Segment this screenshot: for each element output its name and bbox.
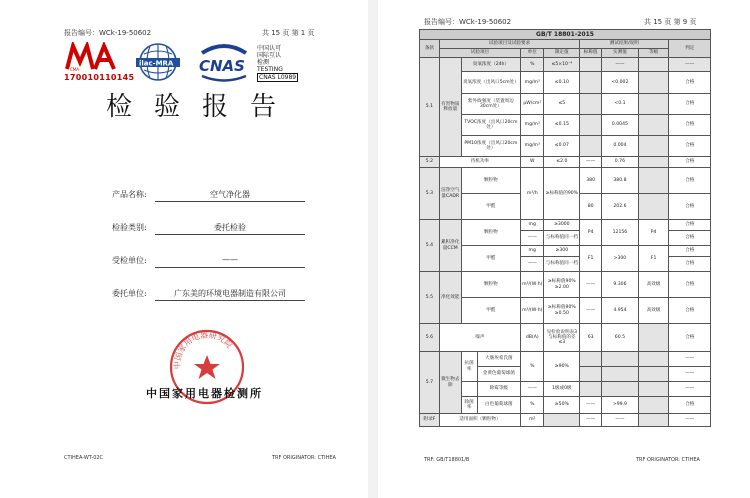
cma-logo — [64, 42, 120, 72]
field-product-name-value: 空气净化器 — [210, 190, 250, 199]
header-unit: 单位 — [521, 49, 544, 58]
header-limit: 限定值 — [544, 49, 580, 58]
seal-star-icon — [194, 355, 220, 379]
table-row: 甲醛 mg ≥300 F1 >300 F1 合格 — [420, 246, 711, 257]
table-row: TVOC浓度（出风口20cm处） mg/m³ ≤0.15 0.0045 合格 — [420, 115, 711, 136]
clause-name: 有害物质释放量 — [439, 58, 461, 157]
table-row: 5.4 累积净化量CCM 颗粒物 mg ≥3000 P4 12156 P4 合格 — [420, 220, 711, 231]
ilac-mra-logo — [130, 40, 186, 88]
table-row: 5.7 微生物去除 抗菌率 大肠埃希氏菌 % ≥90% —— — [420, 352, 711, 367]
header-clause: 条款 — [420, 40, 440, 58]
table-row: 5.3 洁净空气量CADR 颗粒物 m³/h ≥标称值的90% 380 380.8 合格 — [420, 168, 711, 194]
standard-title: GB/T 18801-2015 — [420, 30, 711, 40]
cover-page — [0, 0, 368, 498]
organization-name: 中国家用电器检测所 — [146, 387, 263, 400]
footer-left: TRF: GB/T18801/B — [424, 457, 470, 463]
cma-logo-text: CMA — [70, 67, 79, 72]
table-row: 除菌率 白色葡萄球菌 % ≥50% —— >99.9 合格 — [420, 397, 711, 414]
header-nominal: 标称值 — [580, 49, 602, 58]
header-item: 试验项目 — [439, 49, 520, 58]
header-verdict: 判定 — [669, 40, 711, 58]
field-test-type-label: 检验类别: — [112, 223, 147, 232]
field-client-label: 委托单位: — [112, 289, 147, 298]
page-gap — [368, 0, 378, 498]
table-row — [420, 30, 711, 40]
table-row: 甲醛 80 202.6 合格 — [420, 194, 711, 220]
field-underline — [155, 300, 305, 301]
clause-cell: 5.1 — [420, 58, 440, 157]
header-measured: 实测值 — [602, 49, 639, 58]
header-results: 测试结果/说明 — [580, 40, 669, 49]
ilac-logo-text: ilac-MRA — [139, 59, 174, 68]
field-underline — [155, 267, 305, 268]
results-table — [419, 29, 711, 427]
table-row: 臭氧浓度（出风口5cm处） mg/m³ ≤0.10 <0.002 合格 — [420, 72, 711, 94]
table-row: —— 与标称值同一档 合格 — [420, 257, 711, 272]
cnas-logo — [196, 43, 252, 83]
header-grade: 等级 — [638, 49, 669, 58]
footer-right: TRF ORIGINATOR: CTIHEA — [636, 457, 700, 463]
table-row: 5.5 净化效能 颗粒物 m³/(W·h) ≥标称值90% ≥2.00 —— 9.306 高效级 合格 — [420, 272, 711, 298]
seal-text: 中国家用电器研究院 — [172, 330, 234, 370]
table-row: 除霉等级 —— 1级或0级 —— — [420, 382, 711, 397]
field-inspected-unit-label: 受检单位: — [112, 256, 147, 265]
table-row: 甲醛 m³/(W·h) ≥标称值90% ≥0.50 —— 4.954 高效级 合格 — [420, 298, 711, 324]
header-requirements: 试验项目及试验要求 — [439, 40, 579, 49]
table-header-row — [420, 40, 711, 49]
table-row: 金黄色葡萄球菌 —— — [420, 367, 711, 382]
report-title: 检验报告 — [106, 92, 299, 122]
field-client-value: 广东美的环境电器制造有限公司 — [174, 289, 286, 298]
report-number: 报告编号：WCk-19-50602 — [64, 29, 152, 37]
page-info: 共 15 页 第 9 页 — [644, 18, 697, 26]
table-row: 5.2 待机功率 W ≤2.0 —— 0.76 合格 — [420, 157, 711, 168]
field-inspected-unit-value: —— — [222, 255, 238, 264]
field-product-name-label: 产品名称: — [112, 190, 147, 199]
page-info: 共 15 页 第 1 页 — [262, 29, 315, 37]
footer-left: CTIHEA-WT-02C — [64, 455, 104, 461]
table-row: 5.1 有害物质释放量 臭氧浓度（24h） % ≤5×10⁻⁴ —— —— — [420, 58, 711, 72]
table-row: 附录F 适用面积（颗粒物） m² —— —— —— — [420, 414, 711, 427]
table-row: 紫外线强度（装置周边30cm处） μW/cm² ≤5 <0.1 合格 — [420, 94, 711, 115]
field-underline — [155, 234, 305, 235]
cnas-logo-text: CNAS — [199, 57, 245, 75]
table-row: —— 与标称值同一档 合格 — [420, 231, 711, 246]
table-row: 5.6 噪声 dB(A) 见检验说明表3 与标称值的差≤3 63 60.5 合格 — [420, 324, 711, 352]
field-underline — [155, 201, 305, 202]
table-header-row — [420, 49, 711, 58]
cnas-accreditation-text: 中国认可 国际互认 检测 TESTING CNAS L0989 — [257, 45, 297, 81]
cma-code: 170010110145 — [64, 73, 135, 82]
field-test-type-value: 委托检验 — [214, 223, 246, 232]
footer-right: TRF ORIGINATOR: CTIHEA — [272, 455, 336, 461]
report-number: 报告编号：WCk-19-50602 — [424, 18, 512, 26]
table-row: PM10浓度（出风口20cm处） mg/m³ ≤0.07 0.004 合格 — [420, 136, 711, 157]
